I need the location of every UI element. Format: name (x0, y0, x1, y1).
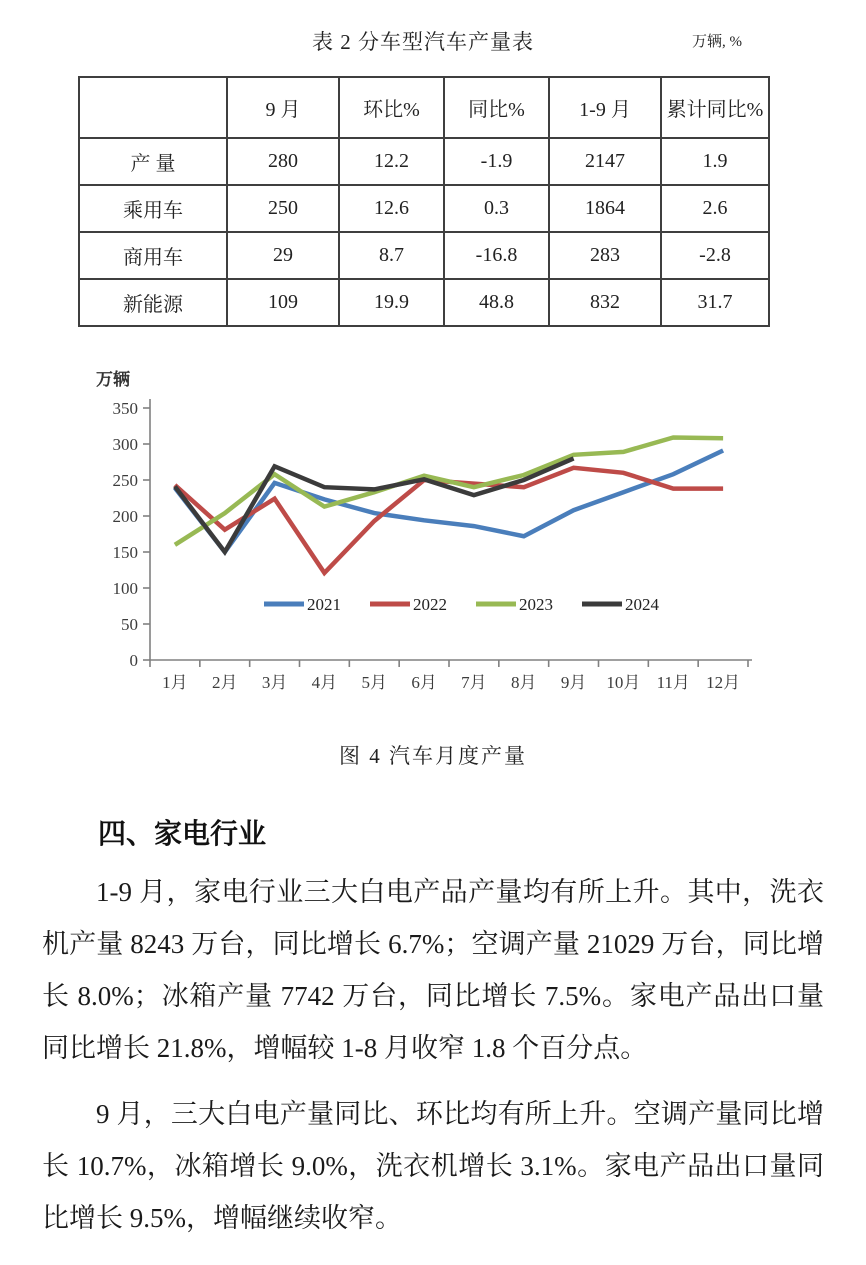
col-header-cum-yoy: 累计同比% (661, 77, 769, 138)
row-label: 新能源 (79, 279, 227, 326)
table-row (79, 185, 769, 232)
cell: 1.9 (661, 138, 769, 185)
monthly-production-chart (88, 365, 778, 692)
table-row (79, 138, 769, 185)
y-tick-label: 50 (121, 615, 138, 634)
series-line-2021 (175, 451, 723, 553)
y-tick-label: 0 (129, 651, 138, 670)
row-label: 产 量 (79, 138, 227, 185)
col-header-blank (79, 77, 227, 138)
cell: 31.7 (661, 279, 769, 326)
y-tick-label: 300 (112, 435, 138, 454)
legend-label-2024: 2024 (625, 595, 659, 614)
x-tick-label: 3月 (261, 673, 288, 692)
cell: 280 (227, 138, 339, 185)
x-tick-label: 2月 (212, 673, 238, 692)
cell: 19.9 (339, 279, 444, 326)
legend-label-2021: 2021 (307, 595, 341, 614)
cell: 2147 (549, 138, 661, 185)
legend-label-2023: 2023 (519, 595, 553, 614)
col-header-september: 9 月 (227, 77, 339, 138)
col-header-jan-sep: 1-9 月 (549, 77, 661, 138)
y-tick-label: 150 (112, 543, 138, 562)
col-header-mom: 环比% (339, 77, 444, 138)
table-header-row (79, 77, 769, 138)
x-tick-label: 11月 (656, 673, 690, 692)
table-unit-note: 万辆, % (692, 34, 742, 50)
cell: 12.2 (339, 138, 444, 185)
table-caption-row (78, 26, 768, 58)
table-row (79, 279, 769, 326)
cell: 0.3 (444, 185, 549, 232)
cell: 29 (227, 232, 339, 279)
cell: 250 (227, 185, 339, 232)
legend-label-2022: 2022 (413, 595, 447, 614)
y-tick-label: 200 (112, 507, 138, 526)
section-heading: 四、家电行业 (98, 818, 267, 849)
cell: 2.6 (661, 185, 769, 232)
cell: 48.8 (444, 279, 549, 326)
table-row (79, 232, 769, 279)
row-label: 乘用车 (79, 185, 227, 232)
x-tick-label: 8月 (511, 673, 537, 692)
x-tick-label: 12月 (706, 673, 741, 692)
cell: 1864 (549, 185, 661, 232)
cell: 12.6 (339, 185, 444, 232)
cell: 283 (549, 232, 661, 279)
line-chart-canvas (88, 392, 768, 692)
table-title: 表 2 分车型汽车产量表 (312, 30, 534, 54)
paragraph-1: 1-9 月，家电行业三大白电产品产量均有所上升。其中，洗衣机产量 8243 万台，同比增长 6.7%；空调产量 21029 万台，同比增长 8.0%；冰箱产量 7742 万台，同比增长 7.5%。家电产品出口量同比增长 21.8%，增幅较 1-8 月收窄 1.8 个百分点。 (42, 877, 824, 1063)
paragraph-2: 9 月，三大白电产量同比、环比均有所上升。空调产量同比增长 10.7%，冰箱增长 9.0%，洗衣机增长 3.1%。家电产品出口量同比增长 9.5%，增幅继续收窄。 (42, 1099, 824, 1233)
x-tick-label: 9月 (560, 673, 587, 692)
report-page (0, 26, 866, 1265)
x-tick-label: 5月 (361, 673, 387, 692)
x-tick-label: 10月 (606, 673, 641, 692)
x-tick-label: 4月 (311, 673, 338, 692)
x-tick-label: 7月 (461, 673, 487, 692)
chart-y-axis-title: 万辆 (96, 370, 130, 389)
cell: 832 (549, 279, 661, 326)
y-tick-label: 250 (112, 471, 138, 490)
figure-caption: 图 4 汽车月度产量 (339, 744, 527, 768)
series-line-2023 (175, 438, 723, 545)
x-tick-label: 6月 (411, 673, 437, 692)
cell: -16.8 (444, 232, 549, 279)
cell: 109 (227, 279, 339, 326)
vehicle-production-table (78, 76, 770, 327)
col-header-yoy: 同比% (444, 77, 549, 138)
y-tick-label: 100 (112, 579, 138, 598)
row-label: 商用车 (79, 232, 227, 279)
cell: 8.7 (339, 232, 444, 279)
cell: -1.9 (444, 138, 549, 185)
cell: -2.8 (661, 232, 769, 279)
y-tick-label: 350 (112, 399, 138, 418)
x-tick-label: 1月 (162, 673, 188, 692)
